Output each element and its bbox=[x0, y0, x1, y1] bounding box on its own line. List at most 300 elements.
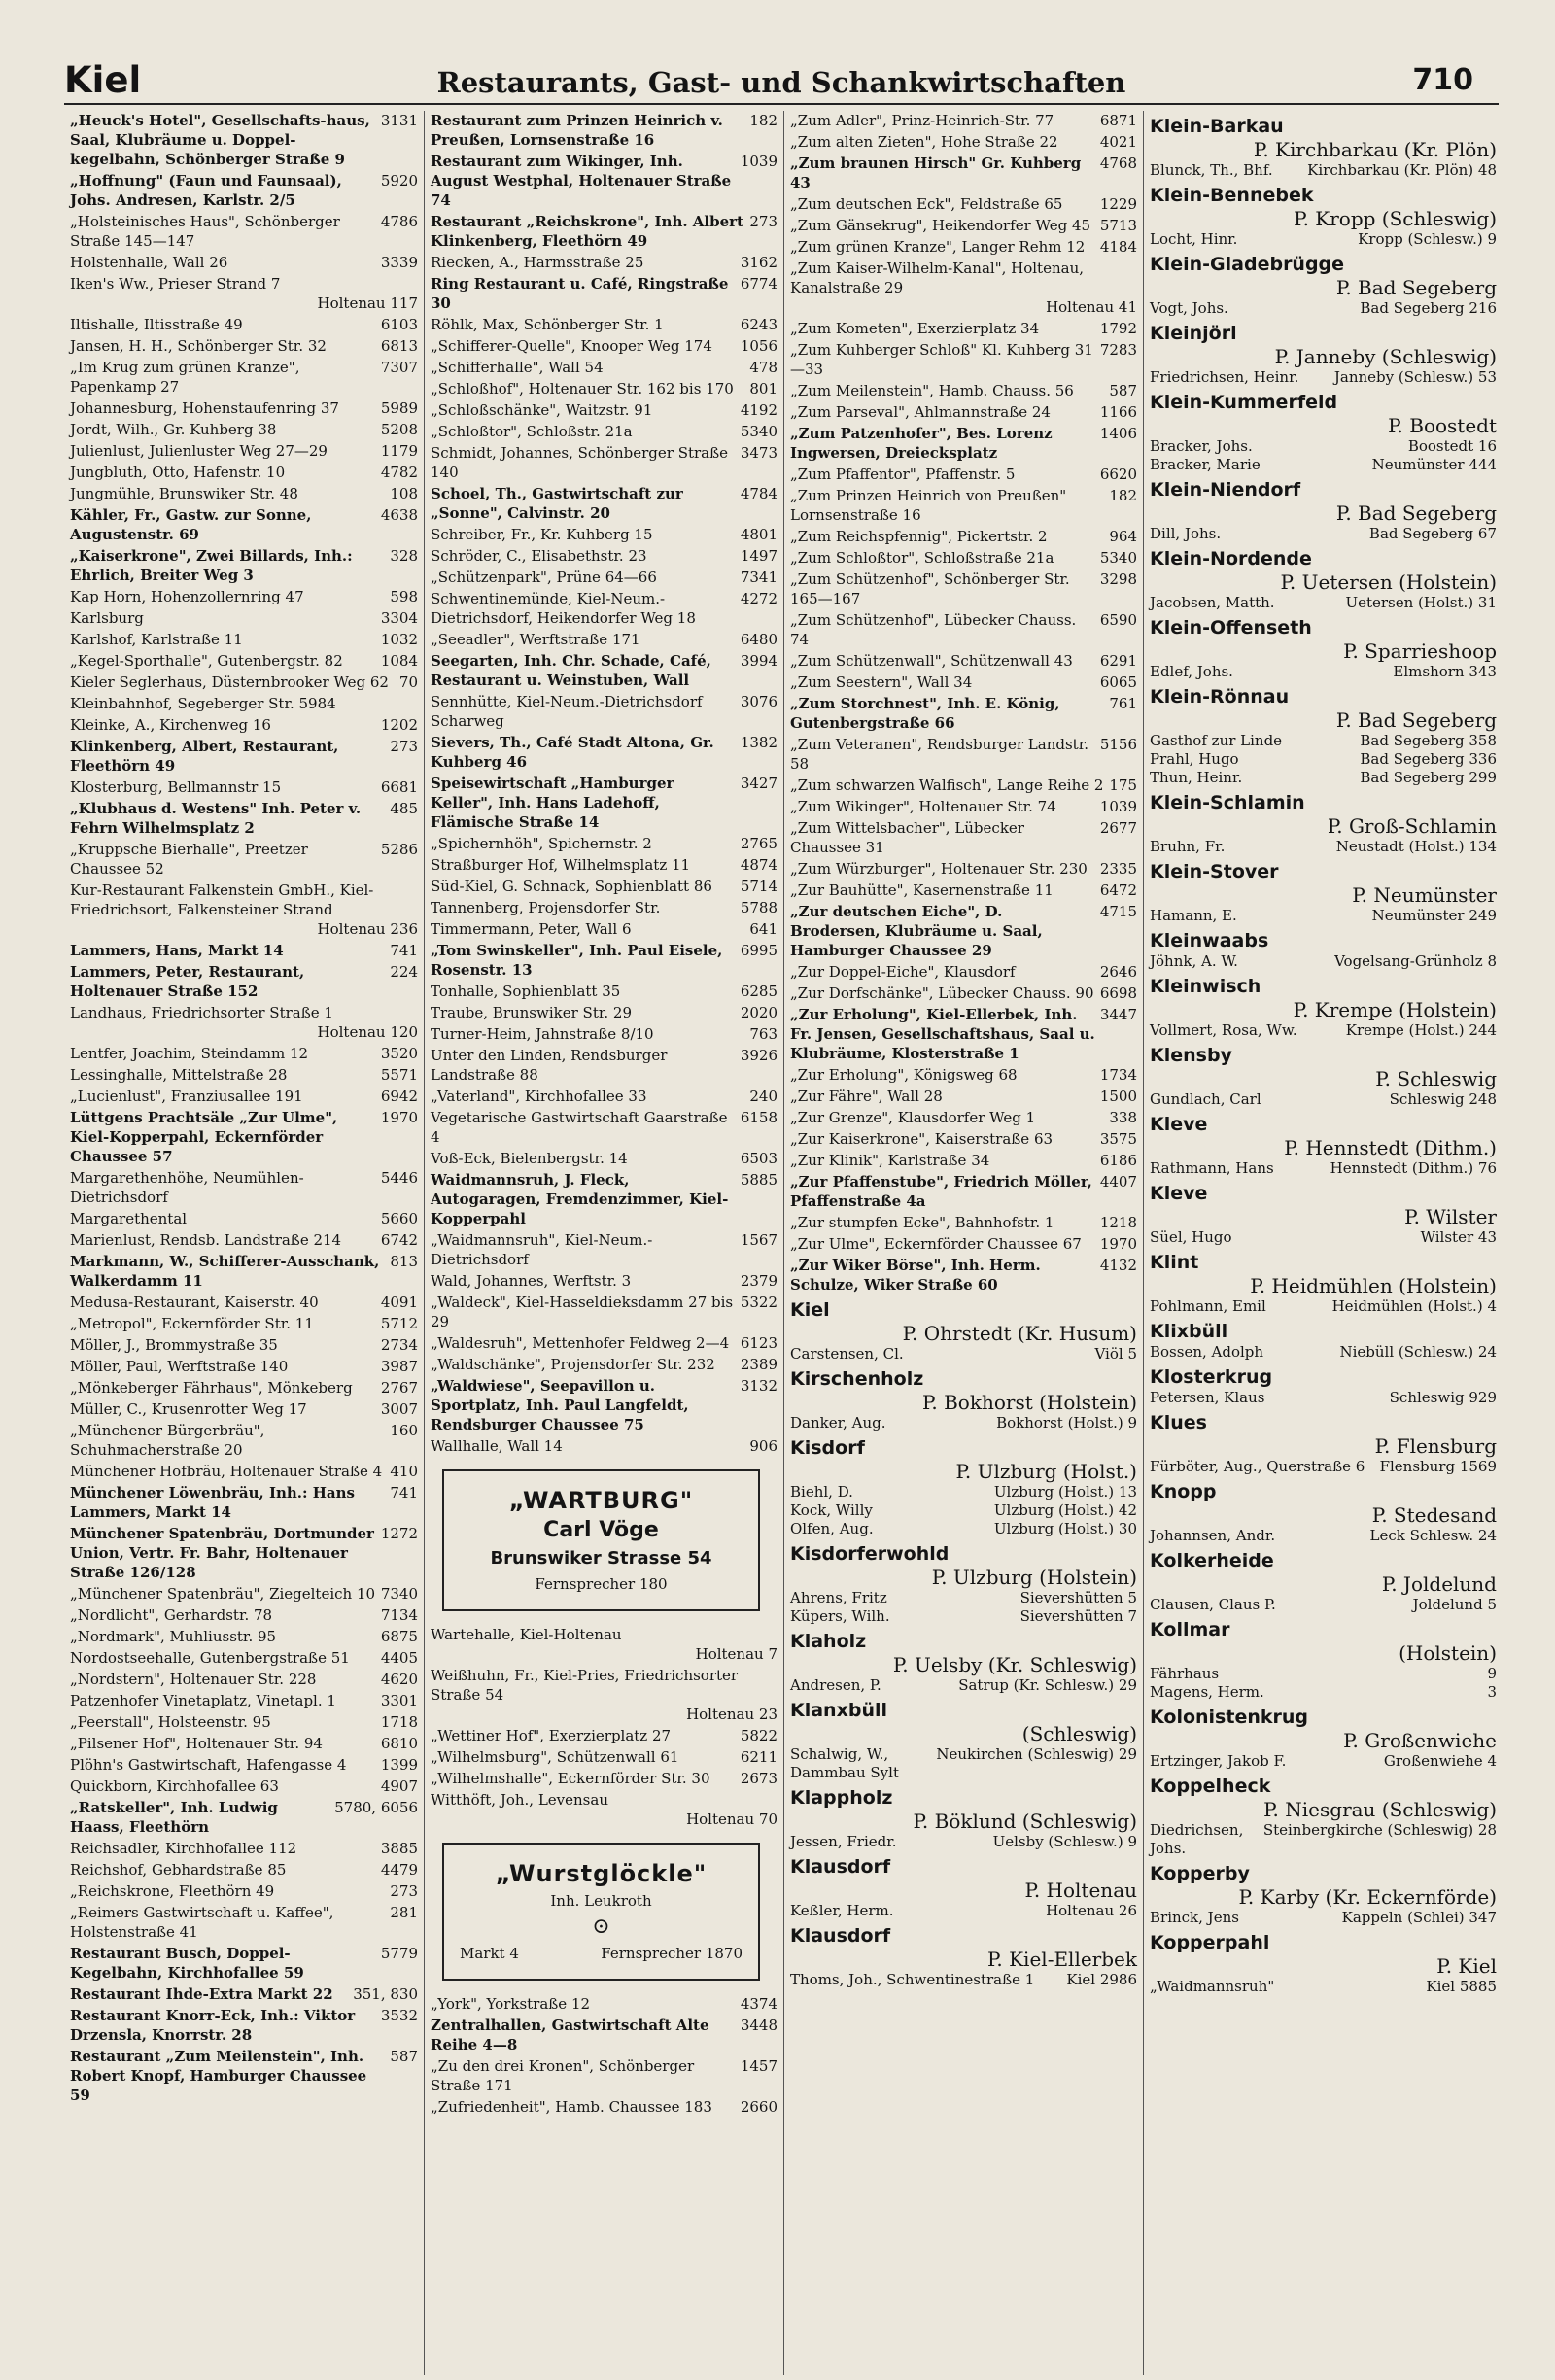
entry-phone: 1500 bbox=[1099, 1087, 1137, 1105]
post-office: P. Karby (Kr. Eckernförde) bbox=[1238, 1885, 1497, 1909]
entry-line bbox=[431, 546, 778, 566]
entry-phone: 761 bbox=[1109, 695, 1137, 712]
entry-phone: 4091 bbox=[380, 1293, 418, 1311]
directory-entry bbox=[790, 1129, 1137, 1149]
entry-line bbox=[70, 1584, 418, 1604]
place-name: Klues bbox=[1150, 1412, 1207, 1433]
entry-line bbox=[790, 797, 1137, 816]
entry-name: Ahrens, Fritz bbox=[790, 1589, 887, 1606]
entry-line bbox=[790, 902, 1137, 960]
entry-line bbox=[790, 1065, 1137, 1085]
directory-entry bbox=[431, 1024, 778, 1044]
entry-name: Restaurant zum Prinzen Heinrich v. Preußen, Lornsenstraße 16 bbox=[431, 112, 723, 149]
entry-line bbox=[70, 880, 418, 919]
place-entry bbox=[790, 1501, 1137, 1520]
directory-entry bbox=[70, 1065, 418, 1085]
entry-name: Schalwig, W., Dammbau Sylt bbox=[790, 1745, 899, 1781]
entry-line bbox=[70, 715, 418, 735]
entry-name: Restaurant Ihde-Extra Markt 22 bbox=[70, 1985, 333, 2003]
directory-entry bbox=[70, 171, 418, 210]
entry-phone: 5322 bbox=[740, 1293, 778, 1311]
entry-phone: 108 bbox=[390, 485, 418, 502]
entry-line bbox=[70, 1314, 418, 1333]
entry-phone: Hennstedt (Dithm.) 76 bbox=[1330, 1159, 1497, 1177]
entry-name: Bruhn, Fr. bbox=[1150, 838, 1226, 855]
directory-entry bbox=[431, 630, 778, 649]
entries-col2b bbox=[431, 1625, 778, 1829]
entry-line bbox=[70, 1860, 418, 1880]
entry-phone: 6211 bbox=[740, 1748, 778, 1766]
entry-name: Waidmannsruh, J. Fleck, Autogaragen, Fremdenzimmer, Kiel-Kopperpahl bbox=[431, 1171, 729, 1227]
entry-phone: 6871 bbox=[1099, 112, 1137, 129]
entry-phone: Kiel 5885 bbox=[1426, 1978, 1497, 1995]
entry-name: „Waldeck", Kiel-Hasseldieksdamm 27 bis 29 bbox=[431, 1293, 734, 1330]
entry-line bbox=[70, 1044, 418, 1063]
directory-entry bbox=[70, 1670, 418, 1689]
entry-phone: 182 bbox=[1109, 487, 1137, 504]
entry-line bbox=[790, 818, 1137, 857]
place-entry bbox=[1150, 1978, 1497, 1996]
entry-phone: 4405 bbox=[380, 1649, 418, 1667]
entry-line bbox=[70, 505, 418, 544]
entry-name: „Zum deutschen Eck", Feldstraße 65 bbox=[790, 195, 1063, 213]
entry-phone: 3575 bbox=[1099, 1130, 1137, 1148]
entry-phone: 1032 bbox=[380, 631, 418, 648]
entry-name: Johannsen, Andr. bbox=[1150, 1527, 1276, 1544]
directory-entry bbox=[70, 1335, 418, 1355]
entry-name: „Zum Schloßtor", Schloßstraße 21a bbox=[790, 549, 1054, 567]
directory-entry bbox=[70, 2047, 418, 2105]
place-name: Kleinwaabs bbox=[1150, 930, 1269, 951]
entry-line bbox=[70, 315, 418, 334]
entry-phone: 182 bbox=[749, 112, 778, 129]
entry-line bbox=[431, 484, 778, 523]
entry-name: Danker, Aug. bbox=[790, 1414, 886, 1431]
directory-entry bbox=[431, 651, 778, 690]
entry-line bbox=[70, 1984, 418, 2004]
directory-entry bbox=[70, 1462, 418, 1481]
directory-entry bbox=[70, 1293, 418, 1312]
entry-name: Lentfer, Joachim, Steindamm 12 bbox=[70, 1045, 309, 1062]
entry-name: „Im Krug zum grünen Kranze", Papenkamp 27 bbox=[70, 359, 300, 396]
entry-name: „Zur Fähre", Wall 28 bbox=[790, 1087, 943, 1105]
entry-line bbox=[431, 941, 778, 980]
entry-name: „Zum alten Zieten", Hohe Straße 22 bbox=[790, 133, 1058, 151]
entry-phone: Niebüll (Schlesw.) 24 bbox=[1339, 1343, 1497, 1361]
place-entry bbox=[1150, 1159, 1497, 1178]
entry-line bbox=[790, 735, 1137, 774]
header-city: Kiel bbox=[64, 59, 142, 101]
directory-entry bbox=[790, 402, 1137, 422]
entry-name: Klosterburg, Bellmannstr 15 bbox=[70, 778, 282, 796]
directory-entry bbox=[790, 486, 1137, 525]
entry-phone: 1382 bbox=[740, 734, 778, 751]
directory-entry bbox=[70, 1378, 418, 1397]
directory-entry bbox=[70, 1648, 418, 1668]
place-block bbox=[1150, 1480, 1497, 1545]
directory-entry bbox=[70, 1691, 418, 1710]
entry-name: Schwentinemünde, Kiel-Neum.-Dietrichsdorf, Heikendorfer Weg 18 bbox=[431, 590, 696, 627]
place-entry bbox=[790, 1483, 1137, 1501]
entry-line bbox=[431, 443, 778, 482]
directory-entry bbox=[790, 1213, 1137, 1232]
entry-name: „Zum braunen Hirsch" Gr. Kuhberg 43 bbox=[790, 155, 1082, 191]
entry-phone: 6742 bbox=[380, 1231, 418, 1249]
entry-phone: 4874 bbox=[740, 856, 778, 874]
entry-line bbox=[790, 1213, 1137, 1232]
entry-line bbox=[70, 1483, 418, 1522]
entry-name: „Schloßschänke", Waitzstr. 91 bbox=[431, 401, 653, 419]
entry-phone-exchange: Holtenau 70 bbox=[686, 1811, 778, 1828]
post-office: P. Bad Segeberg bbox=[1335, 708, 1497, 732]
directory-entry bbox=[431, 422, 778, 441]
entry-line bbox=[790, 111, 1137, 130]
place-entry bbox=[1150, 594, 1497, 612]
column-1 bbox=[64, 111, 424, 2375]
place-block bbox=[790, 1367, 1137, 1432]
entry-phone: 3448 bbox=[740, 2017, 778, 2034]
place-block bbox=[790, 1298, 1137, 1363]
directory-entry bbox=[790, 859, 1137, 879]
directory-entry bbox=[70, 777, 418, 797]
entry-line bbox=[790, 1087, 1137, 1106]
entry-phone: 6810 bbox=[380, 1735, 418, 1752]
entry-phone: 4786 bbox=[380, 213, 418, 230]
directory-entry bbox=[431, 834, 778, 853]
entry-phone-exchange: Holtenau 120 bbox=[317, 1023, 418, 1041]
entry-line bbox=[70, 1462, 418, 1481]
entry-phone: 4784 bbox=[740, 485, 778, 502]
entry-name: „Waidmannsruh" bbox=[1150, 1978, 1275, 1995]
directory-entry bbox=[790, 776, 1137, 795]
entry-name: Unter den Linden, Rendsburger Landstraße 88 bbox=[431, 1047, 668, 1084]
entry-name: Kap Horn, Hohenzollernring 47 bbox=[70, 588, 304, 605]
entry-name: Gasthof zur Linde bbox=[1150, 732, 1283, 749]
entry-line bbox=[431, 400, 778, 420]
entry-phone: 5714 bbox=[740, 878, 778, 895]
entry-phone: Neumünster 444 bbox=[1371, 456, 1497, 473]
entry-name: Iltishalle, Iltisstraße 49 bbox=[70, 316, 243, 333]
entry-phone: 2646 bbox=[1099, 963, 1137, 981]
entry-phone: 6774 bbox=[740, 275, 778, 293]
directory-entry bbox=[70, 441, 418, 461]
place-entry bbox=[1150, 663, 1497, 681]
place-entry bbox=[1150, 1752, 1497, 1771]
entry-phone: 3473 bbox=[740, 444, 778, 462]
entry-line bbox=[790, 340, 1137, 379]
entry-name: Möller, Paul, Werftstraße 140 bbox=[70, 1358, 289, 1375]
entry-phone: 7340 bbox=[380, 1585, 418, 1603]
entry-phone: Janneby (Schlesw.) 53 bbox=[1333, 368, 1497, 386]
directory-entry bbox=[70, 1108, 418, 1166]
entry-line bbox=[431, 358, 778, 377]
entry-phone: 175 bbox=[1109, 776, 1137, 794]
entry-name: „Zum Patzenhofer", Bes. Lorenz Ingwersen, Dreiecksplatz bbox=[790, 425, 1053, 462]
entry-name: Lammers, Hans, Markt 14 bbox=[70, 942, 284, 959]
entry-phone: Vogelsang-Grünholz 8 bbox=[1334, 952, 1497, 970]
entry-phone: 1056 bbox=[740, 337, 778, 355]
place-entry bbox=[1150, 732, 1497, 750]
entry-phone: 7307 bbox=[380, 359, 418, 376]
bell-symbol-icon: ⊙ bbox=[592, 1914, 610, 1939]
entry-phone: 6995 bbox=[740, 942, 778, 959]
directory-entry bbox=[70, 1003, 418, 1042]
directory-entry bbox=[431, 877, 778, 896]
entry-line bbox=[70, 1209, 418, 1228]
entry-line bbox=[70, 630, 418, 649]
directory-entry bbox=[790, 694, 1137, 733]
entry-phone: 5660 bbox=[380, 1210, 418, 1227]
entry-name: „Zum Seestern", Wall 34 bbox=[790, 673, 973, 691]
entry-phone: Kappeln (Schlei) 347 bbox=[1341, 1909, 1497, 1926]
places-col3b bbox=[790, 1298, 1137, 1989]
entry-name: Bracker, Johs. bbox=[1150, 437, 1253, 455]
entry-phone: Neustadt (Holst.) 134 bbox=[1335, 838, 1497, 855]
place-entry bbox=[790, 1902, 1137, 1920]
entry-line bbox=[790, 1172, 1137, 1211]
entry-name: Reichsadler, Kirchhofallee 112 bbox=[70, 1840, 297, 1857]
entry-phone: 5779 bbox=[380, 1945, 418, 1962]
entry-line bbox=[431, 1024, 778, 1044]
directory-entry bbox=[70, 1230, 418, 1250]
entry-phone: Joldelund 5 bbox=[1412, 1596, 1497, 1613]
place-block bbox=[1150, 322, 1497, 387]
entry-name: „Zum Kaiser-Wilhelm-Kanal", Holtenau, Kanalstraße 29 bbox=[790, 259, 1084, 296]
entry-phone: 4782 bbox=[380, 464, 418, 481]
post-office: P. Groß-Schlamin bbox=[1327, 814, 1497, 838]
entry-phone: 1457 bbox=[740, 2057, 778, 2075]
entry-name: „Klubhaus d. Westens" Inh. Peter v. Fehrn Wilhelmsplatz 2 bbox=[70, 800, 362, 837]
entry-name: „Schifferer-Quelle", Knooper Weg 174 bbox=[431, 337, 712, 355]
entry-name: „Schloßhof", Holtenauer Str. 162 bis 170 bbox=[431, 380, 734, 397]
entry-phone: Holtenau 26 bbox=[1046, 1902, 1137, 1919]
entry-phone: 6942 bbox=[380, 1087, 418, 1105]
entry-name: „Tom Swinskeller", Inh. Paul Eisele, Rosenstr. 13 bbox=[431, 942, 723, 979]
entry-name: „Zufriedenheit", Hamb. Chaussee 183 bbox=[431, 2098, 712, 2116]
entry-name: „Zur Dorfschänke", Lübecker Chauss. 90 bbox=[790, 984, 1094, 1002]
place-name: Klanxbüll bbox=[790, 1700, 887, 1721]
entry-phone: Bad Segeberg 216 bbox=[1360, 299, 1497, 317]
entry-name: Rathmann, Hans bbox=[1150, 1159, 1274, 1177]
entry-line bbox=[431, 1170, 778, 1228]
place-name: Klint bbox=[1150, 1252, 1199, 1273]
advert-wurstgloeckle bbox=[442, 1843, 760, 1981]
place-entry bbox=[1150, 1021, 1497, 1040]
place-name: Kisdorferwohld bbox=[790, 1543, 950, 1565]
entry-line bbox=[70, 962, 418, 1001]
directory-entry bbox=[70, 1755, 418, 1775]
directory-entry bbox=[431, 1003, 778, 1022]
entry-phone: 5713 bbox=[1099, 217, 1137, 234]
directory-entry bbox=[790, 381, 1137, 400]
place-name: Kiel bbox=[790, 1299, 830, 1321]
entry-name: Müller, C., Krusenrotter Weg 17 bbox=[70, 1400, 307, 1418]
entry-name: „Nordmark", Muhliusstr. 95 bbox=[70, 1628, 277, 1645]
entry-phone: 3885 bbox=[380, 1840, 418, 1857]
entry-line bbox=[70, 1648, 418, 1668]
entry-name: Vogt, Johs. bbox=[1150, 299, 1228, 317]
place-block bbox=[1150, 547, 1497, 612]
entry-phone: Wilster 43 bbox=[1420, 1228, 1497, 1246]
entry-line bbox=[70, 463, 418, 482]
post-office: P. Bad Segeberg bbox=[1335, 276, 1497, 299]
entry-line bbox=[790, 569, 1137, 608]
entry-phone: 2765 bbox=[740, 835, 778, 852]
post-office: P. Niesgrau (Schleswig) bbox=[1263, 1798, 1497, 1821]
place-block bbox=[1150, 685, 1497, 787]
place-name: Kleinwisch bbox=[1150, 976, 1261, 997]
entry-name: „Zum schwarzen Walfisch", Lange Reihe 2 bbox=[790, 776, 1104, 794]
directory-entry bbox=[790, 818, 1137, 857]
entry-name: Prahl, Hugo bbox=[1150, 750, 1239, 768]
advert-wartburg bbox=[442, 1469, 760, 1611]
place-entry bbox=[1150, 1527, 1497, 1545]
directory-entry bbox=[790, 1005, 1137, 1063]
entry-phone: 906 bbox=[749, 1437, 778, 1455]
entry-name: „Kegel-Sporthalle", Gutenbergstr. 82 bbox=[70, 652, 343, 670]
entry-name: „Zur Ulme", Eckernförder Chaussee 67 bbox=[790, 1235, 1082, 1253]
place-name: Kleve bbox=[1150, 1114, 1208, 1135]
entry-name: „Holsteinisches Haus", Schönberger Straße 145—147 bbox=[70, 213, 340, 250]
entry-name: „Zur Wiker Börse", Inh. Herm. Schulze, Wiker Straße 60 bbox=[790, 1257, 1041, 1293]
entry-line bbox=[790, 132, 1137, 152]
place-block bbox=[1150, 616, 1497, 681]
entry-name: Holstenhalle, Wall 26 bbox=[70, 254, 228, 271]
entry-name: Vollmert, Rosa, Ww. bbox=[1150, 1021, 1297, 1039]
place-block bbox=[790, 1699, 1137, 1782]
entry-phone: 4907 bbox=[380, 1777, 418, 1795]
entry-phone: 351, 830 bbox=[353, 1985, 418, 2003]
place-name: Kirschenholz bbox=[790, 1368, 924, 1390]
entry-line bbox=[431, 1003, 778, 1022]
directory-entry bbox=[70, 336, 418, 356]
place-name: Klaholz bbox=[790, 1631, 867, 1652]
entry-phone: Bad Segeberg 299 bbox=[1360, 769, 1497, 786]
entry-name: „Kruppsche Bierhalle", Preetzer Chaussee 52 bbox=[70, 841, 308, 878]
entry-line bbox=[70, 1293, 418, 1312]
entry-name: Julienlust, Julienluster Weg 27—29 bbox=[70, 442, 328, 460]
entry-name: Karlsburg bbox=[70, 609, 144, 627]
directory-entry bbox=[70, 1712, 418, 1732]
directory-entry bbox=[431, 443, 778, 482]
place-name: Kopperby bbox=[1150, 1863, 1250, 1884]
entry-name: Tonhalle, Sophienblatt 35 bbox=[431, 983, 621, 1000]
entry-phone: Neukirchen (Schleswig) 29 bbox=[936, 1745, 1137, 1763]
directory-entry bbox=[431, 919, 778, 939]
entries-col2a bbox=[431, 111, 778, 1456]
entry-name: „Mönkeberger Fährhaus", Mönkeberg bbox=[70, 1379, 353, 1397]
entry-phone-exchange: Holtenau 236 bbox=[317, 920, 418, 938]
directory-entry bbox=[431, 1625, 778, 1664]
entry-line bbox=[70, 1691, 418, 1710]
entry-line bbox=[431, 2097, 778, 2117]
entry-phone: 6186 bbox=[1099, 1152, 1137, 1169]
entry-phone: Schleswig 929 bbox=[1389, 1389, 1497, 1406]
entry-phone: Krempe (Holst.) 244 bbox=[1345, 1021, 1497, 1039]
entry-name: Restaurant Busch, Doppel-Kegelbahn, Kirchhofallee 59 bbox=[70, 1945, 304, 1982]
entry-line bbox=[70, 212, 418, 251]
directory-entry bbox=[431, 2097, 778, 2117]
place-name: Klein-Gladebrügge bbox=[1150, 254, 1345, 275]
place-name: Klein-Niendorf bbox=[1150, 479, 1301, 500]
post-office: P. Ulzburg (Holst.) bbox=[955, 1460, 1137, 1483]
entry-line bbox=[70, 1378, 418, 1397]
entry-phone: 3427 bbox=[740, 775, 778, 792]
entry-phone: 338 bbox=[1109, 1109, 1137, 1126]
directory-entry bbox=[431, 152, 778, 210]
post-office: P. Stedesand bbox=[1371, 1503, 1497, 1527]
entry-phone: 3131 bbox=[380, 112, 418, 129]
entry-phone: 2389 bbox=[740, 1356, 778, 1373]
entry-name: Clausen, Claus P. bbox=[1150, 1596, 1276, 1613]
entry-name: Markmann, W., Schifferer-Ausschank, Walkerdamm 11 bbox=[70, 1253, 380, 1290]
entry-phone: 1179 bbox=[380, 442, 418, 460]
place-block bbox=[790, 1924, 1137, 1989]
entry-line bbox=[431, 379, 778, 398]
post-office: P. Wilster bbox=[1404, 1205, 1497, 1228]
entry-name: Reichshof, Gebhardstraße 85 bbox=[70, 1861, 287, 1879]
directory-entry bbox=[431, 1108, 778, 1147]
entry-line bbox=[790, 194, 1137, 214]
entry-phone: 3520 bbox=[380, 1045, 418, 1062]
entry-phone: 587 bbox=[390, 2048, 418, 2065]
entry-name: Voß-Eck, Bielenbergstr. 14 bbox=[431, 1150, 628, 1167]
place-entry bbox=[790, 1520, 1137, 1538]
entry-phone: Sievershütten 5 bbox=[1019, 1589, 1137, 1606]
entry-phone: 281 bbox=[390, 1904, 418, 1921]
post-office: P. Schleswig bbox=[1375, 1067, 1497, 1090]
entry-phone: 3994 bbox=[740, 652, 778, 670]
directory-entry bbox=[790, 1256, 1137, 1294]
entry-phone: 4638 bbox=[380, 506, 418, 524]
entry-line bbox=[70, 274, 418, 293]
entry-name: Olfen, Aug. bbox=[790, 1520, 874, 1537]
column-4 bbox=[1143, 111, 1503, 2375]
entry-name: „Zum grünen Kranze", Langer Rehm 12 bbox=[790, 238, 1086, 256]
directory-entry bbox=[70, 1584, 418, 1604]
entry-line bbox=[70, 1252, 418, 1291]
directory-entry bbox=[70, 463, 418, 482]
entry-name: Wallhalle, Wall 14 bbox=[431, 1437, 563, 1455]
directory-entry bbox=[70, 715, 418, 735]
entry-name: Küpers, Wilh. bbox=[790, 1607, 890, 1625]
entry-phone: Bad Segeberg 336 bbox=[1360, 750, 1497, 768]
entry-phone: Viöl 5 bbox=[1094, 1345, 1137, 1362]
directory-entry bbox=[431, 589, 778, 628]
directory-entry bbox=[70, 315, 418, 334]
place-entry bbox=[790, 1745, 1137, 1782]
place-entry bbox=[1150, 750, 1497, 769]
entry-line bbox=[70, 1357, 418, 1376]
entry-name: Wald, Johannes, Werftstr. 3 bbox=[431, 1272, 632, 1290]
entry-name: Nordostseehalle, Gutenbergstraße 51 bbox=[70, 1649, 350, 1667]
entry-name: „Seeadler", Werftstraße 171 bbox=[431, 631, 640, 648]
entry-phone: 1039 bbox=[740, 153, 778, 170]
entry-name: Jungmühle, Brunswiker Str. 48 bbox=[70, 485, 298, 502]
place-entry bbox=[1150, 1458, 1497, 1476]
entry-phone: 273 bbox=[390, 738, 418, 755]
post-office: P. Bad Segeberg bbox=[1335, 501, 1497, 525]
place-block bbox=[1150, 1251, 1497, 1316]
entry-phone: Satrup (Kr. Schlesw.) 29 bbox=[958, 1676, 1137, 1694]
entry-line bbox=[790, 610, 1137, 649]
place-block bbox=[790, 1630, 1137, 1695]
directory-entry bbox=[70, 1044, 418, 1063]
directory-entry bbox=[431, 982, 778, 1001]
entry-line bbox=[431, 834, 778, 853]
directory-entry bbox=[431, 774, 778, 832]
entry-name: Gundlach, Carl bbox=[1150, 1090, 1261, 1108]
